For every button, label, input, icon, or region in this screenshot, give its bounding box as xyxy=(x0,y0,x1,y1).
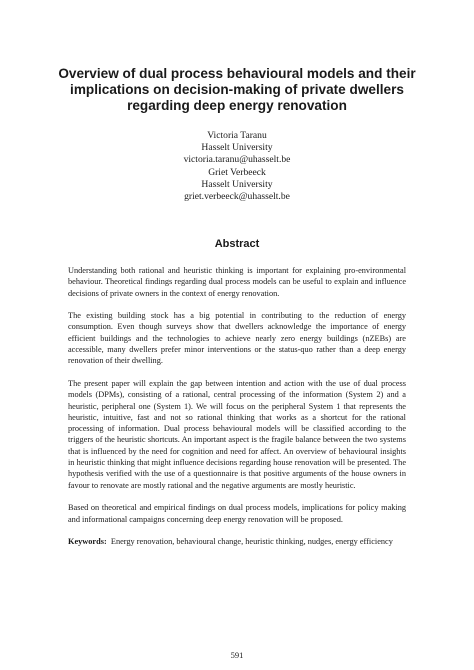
keywords-label: Keywords: xyxy=(68,537,107,547)
author-name: Griet Verbeeck xyxy=(208,166,266,178)
author-block xyxy=(100,130,374,203)
keywords-line xyxy=(68,536,406,547)
abstract-paragraph: Understanding both rational and heuristic thinking is important for explaining pro-environmental behaviour. Theoretical findings regarding dual process models can be useful to explain and influence decisions of private owners in the context of energy renovation. xyxy=(68,266,406,298)
author-name: Victoria Taranu xyxy=(207,130,267,141)
page-number: 591 xyxy=(230,650,244,660)
abstract-paragraph: The existing building stock has a big potential in contributing to the reduction of energy consumption. Even though surveys show that dwellers acknowledge the importance of energy efficient buildings and the technologies to achieve nearly zero energy buildings (nZEBs) are accessible, many dwellers prefer minor interventions or the status-quo rather than a deep energy renovation of their dwelling. xyxy=(68,311,406,366)
author-affiliation: Hasselt University xyxy=(201,142,273,154)
paper-title: Overview of dual process behavioural models and their implications on decision-making of private dwellers regarding deep energy renovation xyxy=(58,66,416,114)
author-email: griet.verbeeck@uhasselt.be xyxy=(184,191,290,203)
abstract-paragraph: The present paper will explain the gap between intention and action with the use of dual process models (DPMs), consisting of a rational, central processing of the information (System 2) and a heuristic, peripheral one (System 1). We will focus on the peripheral System 1 that represents the heuristic, intuitive, fast and not so rational thinking that works as a shortcut for the rational processing of information. Dual process behavioural models will be classified according to the triggers of the heuristic shortcuts. An important aspect is the fragile balance between the two systems that is influenced by the need for cognition and need for affect. An overview of behavioural insights in heuristic thinking that might influence decisions regarding house renovation will be presented. The hypothesis verified with the use of a questionnaire is that positive arguments of the house owners in favour to renovate are mostly rational and the negative arguments are mostly heuristic. xyxy=(68,378,406,490)
author-affiliation: Hasselt University xyxy=(201,178,273,190)
author-email: victoria.taranu@uhasselt.be xyxy=(183,154,291,166)
abstract-heading: Abstract xyxy=(214,238,260,250)
abstract-paragraph: Based on theoretical and empirical findings on dual process models, implications for policy making and informational campaigns concerning deep energy renovation will be proposed. xyxy=(68,503,406,524)
keywords-text: Energy renovation, behavioural change, heuristic thinking, nudges, energy efficiency xyxy=(110,537,393,547)
abstract-body xyxy=(68,265,406,559)
